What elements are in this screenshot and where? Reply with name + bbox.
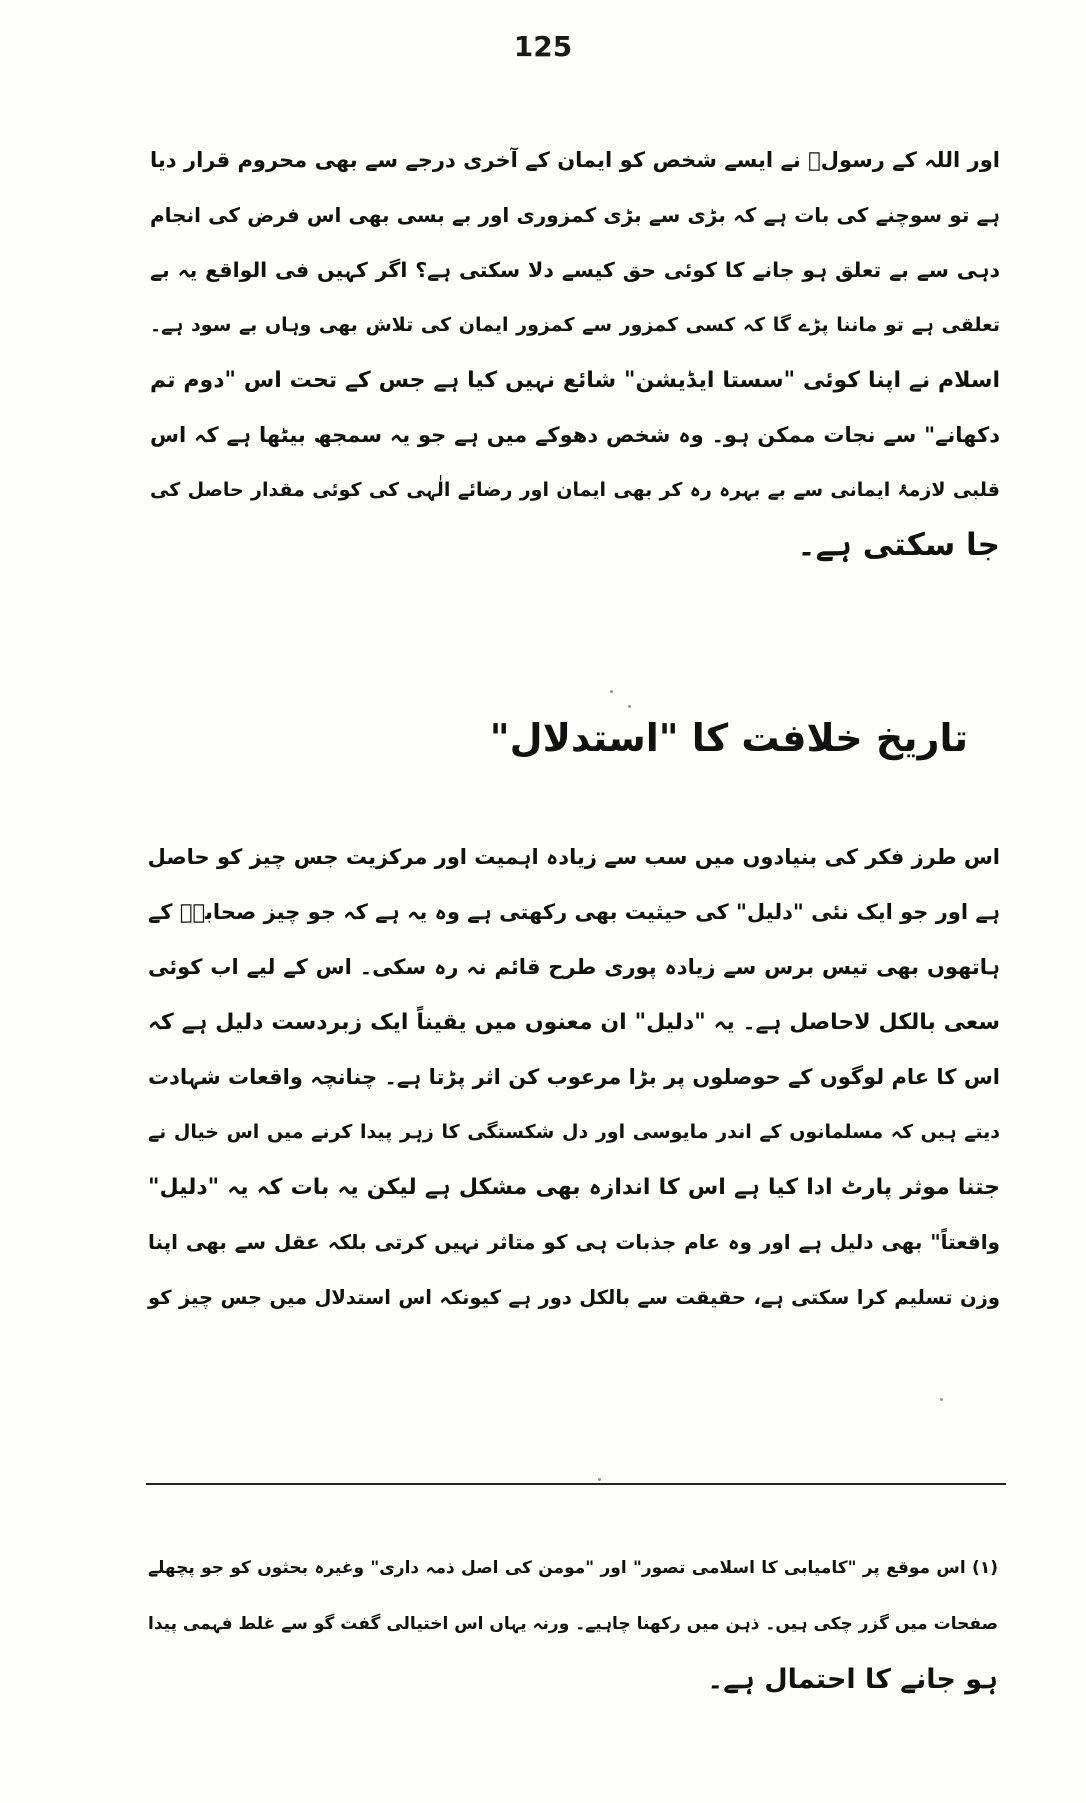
scan-speck	[940, 1398, 943, 1401]
paragraph-line: جتنا موثر پارٹ ادا کیا ہے اس کا اندازہ بھی مشکل ہے لیکن یہ بات کہ یہ "دلیل"	[148, 1175, 1000, 1200]
footnote-line: ہو جانے کا احتمال ہے۔	[707, 1664, 998, 1695]
footnote-line: صفحات میں گزر چکی ہیں۔ ذہن میں رکھنا چاہیے۔ ورنہ یہاں اس اختیالی گفت گو سے غلط فہمی پیدا	[148, 1614, 998, 1634]
scan-speck	[598, 1478, 601, 1481]
paragraph-line: اسلام نے اپنا کوئی "سستا ایڈیشن" شائع نہیں کیا ہے جس کے تحت اس "دوم تم	[150, 368, 1000, 393]
paragraph-line: جا سکتی ہے۔	[797, 527, 1000, 563]
paragraph-line: ہے اور جو ایک نئی "دلیل" کی حیثیت بھی رکھتی ہے وہ یہ ہے کہ جو چیز صحابہؓ کے	[148, 900, 1000, 924]
section-heading: تاریخ خلافت کا "استدلال"	[489, 716, 968, 760]
paragraph-line: سعی بالکل لاحاصل ہے۔ یہ "دلیل" ان معنوں میں یقیناً ایک زبردست دلیل ہے کہ	[148, 1010, 1000, 1035]
paragraph-line: دیتے ہیں کہ مسلمانوں کے اندر مایوسی اور دل شکستگی کا زہر پیدا کرنے میں اس خیال نے	[148, 1121, 1000, 1143]
paragraph-line: دہی سے بے تعلق ہو جانے کا کوئی حق کیسے دلا سکتی ہے؟ اگر کہیں فی الواقع یہ بے	[150, 258, 1000, 282]
page-number: 125	[513, 30, 573, 63]
paragraph-line: اور اللہ کے رسولؐ نے ایسے شخص کو ایمان کے آخری درجے سے بھی محروم قرار دیا	[150, 148, 1000, 172]
paragraph-line: اس طرز فکر کی بنیادوں میں سب سے زیادہ اہمیت اور مرکزیت جس چیز کو حاصل	[147, 845, 1000, 869]
paragraph-2	[148, 830, 1000, 1325]
paragraph-1	[150, 133, 1000, 573]
paragraph-line: ہاتھوں بھی تیس برس سے زیادہ پوری طرح قائم نہ رہ سکی۔ اس کے لیے اب کوئی	[148, 955, 1000, 979]
paragraph-line: واقعتاً" بھی دلیل ہے اور وہ عام جذبات ہی کو متاثر نہیں کرتی بلکہ عقل سے بھی اپنا	[148, 1230, 1000, 1254]
scan-speck	[628, 705, 631, 708]
footnote-line: (۱) اس موقع پر "کامیابی کا اسلامی تصور" اور "مومن کی اصل ذمہ داری" وغیرہ بحثوں کو جو پچھلے	[148, 1558, 998, 1578]
paragraph-line: ہے تو سوچنے کی بات ہے کہ بڑی سے بڑی کمزوری اور بے بسی بھی اس فرض کی انجام	[150, 203, 1000, 227]
scan-speck	[610, 690, 613, 693]
paragraph-line: وزن تسلیم کرا سکتی ہے، حقیقت سے بالکل دور ہے کیونکہ اس استدلال میں جس چیز کو	[148, 1286, 1000, 1309]
footnote	[148, 1540, 998, 1708]
paragraph-line: قلبی لازمۂ ایمانی سے بے بہرہ رہ کر بھی ایمان اور رضائے الٰہی کی کوئی مقدار حاصل کی	[150, 479, 1000, 501]
footnote-divider	[146, 1483, 1006, 1485]
paragraph-line: اس کا عام لوگوں کے حوصلوں پر بڑا مرعوب کن اثر پڑتا ہے۔ چنانچہ واقعات شہادت	[148, 1065, 1000, 1089]
paragraph-line: دکھانے" سے نجات ممکن ہو۔ وہ شخص دھوکے میں ہے جو یہ سمجھ بیٹھا ہے کہ اس	[150, 423, 1000, 447]
paragraph-line: تعلقی ہے تو ماننا پڑے گا کہ کسی کمزور سے کمزور ایمان کی تلاش بھی وہاں بے سود ہے۔	[150, 314, 1000, 336]
